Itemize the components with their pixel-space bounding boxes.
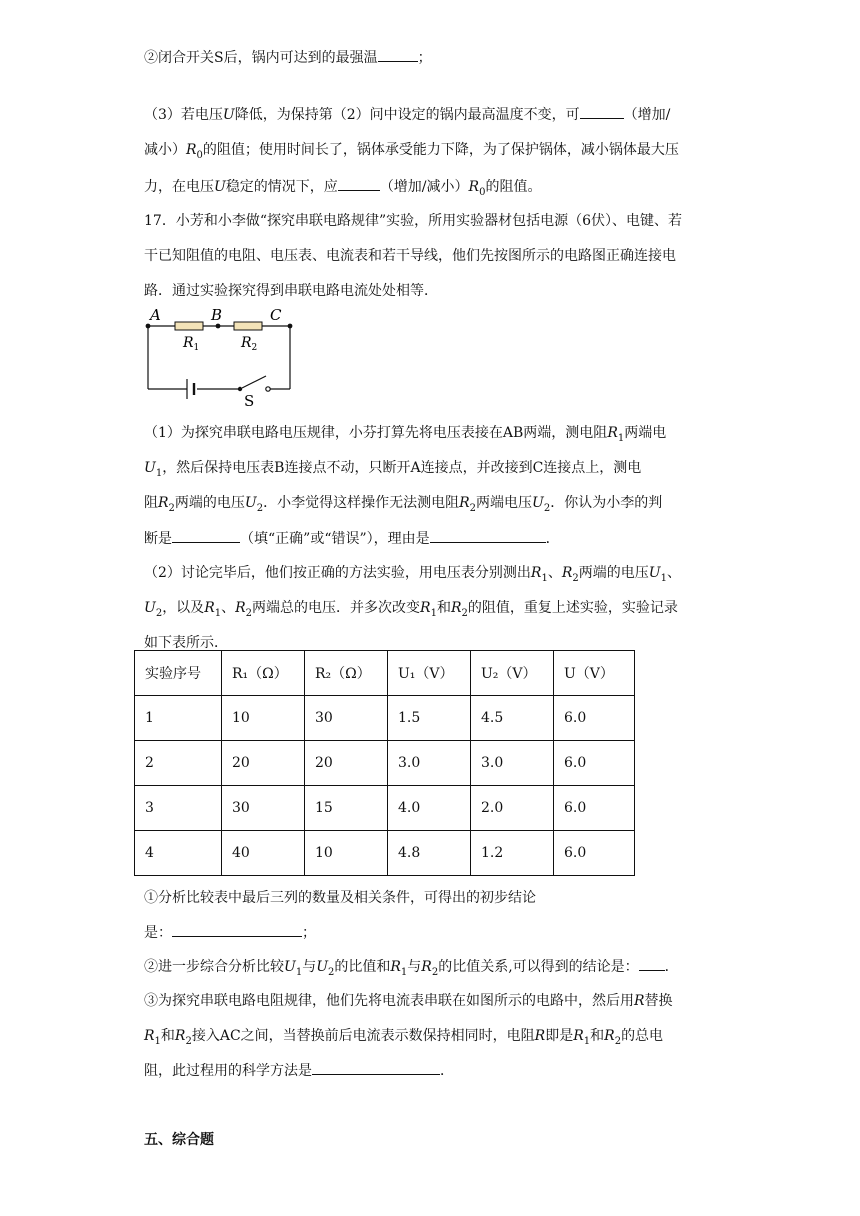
text: 两端的电压 — [174, 495, 245, 511]
text: 的总电 — [621, 1028, 664, 1044]
text: ．你认为小李的判 — [550, 495, 663, 511]
text: 两端电 — [624, 425, 667, 441]
question-17-intro — [144, 211, 682, 231]
subscript: 1 — [154, 1035, 161, 1047]
section-heading: 五、综合题 — [144, 1132, 214, 1148]
table-cell: 10 — [222, 696, 305, 741]
variable: U — [532, 495, 544, 511]
subscript: 2 — [614, 1035, 622, 1047]
subscript: 1 — [400, 966, 408, 978]
table-cell: 6.0 — [554, 696, 635, 741]
subscript: 2 — [543, 502, 551, 514]
subscript: 2 — [431, 966, 439, 978]
table-cell: 4 — [135, 831, 222, 876]
variable: R — [534, 1028, 546, 1044]
table-cell: 4.0 — [388, 786, 471, 831]
text: 稳定的情况下，应 — [225, 179, 338, 195]
text-line — [144, 563, 681, 589]
text: 与 — [407, 959, 422, 975]
text: （增加/ — [623, 107, 671, 123]
variable: R — [468, 179, 480, 195]
variable: R — [235, 600, 246, 616]
table-cell: 6.0 — [554, 786, 635, 831]
text-line — [144, 423, 666, 449]
table-cell: 15 — [305, 786, 388, 831]
text: 断是 — [144, 531, 172, 547]
variable: R — [604, 1028, 615, 1044]
text: ； — [417, 50, 432, 66]
text: 是： — [144, 925, 172, 941]
circuit-diagram — [140, 302, 300, 410]
variable: R — [459, 495, 470, 511]
text: 17．小芳和小李做“探究串联电路规律”实验，所用实验器材包括电源（6伏）、电键、若 — [144, 213, 683, 229]
subscript: 2 — [168, 502, 175, 514]
table-cell: 30 — [305, 696, 388, 741]
table-cell: 3 — [135, 786, 222, 831]
variable: R — [174, 1028, 186, 1044]
text-line — [144, 598, 678, 624]
variable: R — [450, 600, 462, 616]
text: 路．通过实验探究得到串联电路电流处处相等． — [144, 283, 438, 299]
text: 降低，为保持第（2）问中设定的锅内最高温度不变，可 — [234, 107, 580, 123]
variable: R — [390, 959, 401, 975]
table-cell: 30 — [222, 786, 305, 831]
switch-contact — [266, 387, 270, 391]
table-row — [135, 786, 635, 831]
table-header-cell: U₁（V） — [388, 651, 471, 696]
table-row — [135, 696, 635, 741]
table-cell: 6.0 — [554, 741, 635, 786]
switch-pivot — [238, 387, 242, 391]
text: 接入AC之间，当替换前后电流表示数保持相同时，电阻 — [191, 1028, 535, 1044]
text: 即是 — [545, 1028, 574, 1044]
table-cell: 2 — [135, 741, 222, 786]
table-cell: 3.0 — [471, 741, 554, 786]
answer-blank[interactable] — [639, 956, 665, 971]
table-cell: 4.5 — [471, 696, 554, 741]
text-line — [144, 1026, 663, 1052]
text: （增加/减小） — [379, 179, 469, 195]
subscript: 2 — [245, 607, 253, 619]
variable: R — [573, 1028, 584, 1044]
text: 的比值关系,可以得到的结论是： — [438, 959, 639, 975]
table-cell: 2.0 — [471, 786, 554, 831]
text: ． — [545, 531, 560, 547]
subscript: 2 — [155, 607, 163, 619]
r1-label: $R_1$ — [183, 335, 200, 353]
subscript: 2 — [328, 966, 335, 978]
text: 阻 — [144, 495, 158, 511]
subscript: 0 — [196, 149, 203, 161]
subscript: 1 — [295, 966, 303, 978]
variable: U — [244, 495, 257, 511]
table-cell: 1.5 — [388, 696, 471, 741]
table-header-cell: R₁（Ω） — [222, 651, 305, 696]
r2-label: $R_2$ — [241, 335, 258, 353]
text-line — [144, 956, 679, 983]
table-header-cell: R₂（Ω） — [305, 651, 388, 696]
variable: R — [144, 1028, 155, 1044]
text: ． — [440, 1063, 454, 1079]
answer-blank[interactable] — [580, 104, 624, 119]
switch-label: S — [244, 392, 255, 410]
text-line — [144, 246, 676, 266]
table-header-row — [135, 651, 635, 696]
variable: R — [186, 142, 197, 158]
table-cell: 3.0 — [388, 741, 471, 786]
text: 减小） — [144, 142, 186, 158]
table-cell: 10 — [305, 831, 388, 876]
subscript: 0 — [479, 186, 486, 198]
variable: U — [316, 959, 328, 975]
table-cell: 1.2 — [471, 831, 554, 876]
table-cell: 20 — [305, 741, 388, 786]
experiment-table — [134, 650, 635, 876]
resistor-r2 — [234, 322, 262, 330]
text: ． — [664, 959, 679, 975]
text: （填“正确”或“错误”），理由是 — [240, 531, 430, 547]
text: 干已知阻值的电阻、电压表、电流表和若干导线，他们先按图所示的电路图正确连接电 — [144, 248, 676, 264]
text: 和 — [590, 1028, 605, 1044]
subscript: 1 — [430, 607, 437, 619]
variable: U — [648, 565, 661, 581]
text-line — [144, 281, 438, 301]
variable: R — [634, 993, 645, 1009]
subscript: 2 — [185, 1035, 192, 1047]
text-line — [144, 888, 536, 908]
subscript: 1 — [214, 607, 222, 619]
answer-blank[interactable] — [172, 528, 240, 543]
table-row — [135, 831, 635, 876]
variable: R — [530, 565, 542, 581]
variable: U — [144, 460, 156, 476]
subscript: 1 — [583, 1035, 591, 1047]
text: 阻，此过程用的科学方法是 — [144, 1063, 312, 1079]
answer-blank[interactable] — [172, 922, 302, 937]
text: 两端总的电压．并多次改变 — [252, 600, 421, 616]
variable: R — [561, 565, 573, 581]
text: ②闭合开关S后，锅内可达到的最强温 — [144, 50, 378, 66]
table-cell: 1 — [135, 696, 222, 741]
table-cell: 20 — [222, 741, 305, 786]
table-header-cell: U₂（V） — [471, 651, 554, 696]
subscript: 2 — [461, 607, 468, 619]
text: （3）若电压 — [144, 107, 223, 123]
text-line — [144, 1060, 454, 1081]
text: 、 — [666, 565, 681, 581]
switch-lever — [242, 376, 266, 388]
variable: U — [222, 107, 235, 123]
table-cell: 6.0 — [554, 831, 635, 876]
text: 的阻值，重复上述实验，实验记录 — [467, 600, 678, 616]
variable: R — [607, 425, 618, 441]
subscript: 2 — [256, 502, 264, 514]
text-line — [144, 991, 673, 1011]
text: 力，在电压 — [144, 179, 214, 195]
text: ．小李觉得这样操作无法测电阻 — [263, 495, 460, 511]
text: 如下表所示． — [144, 635, 228, 651]
text: 、 — [547, 565, 562, 581]
table-header-cell: 实验序号 — [135, 651, 222, 696]
subscript: 2 — [469, 502, 477, 514]
answer-blank[interactable] — [378, 47, 418, 62]
text: 两端电压 — [476, 495, 533, 511]
node-b-label: B — [211, 306, 223, 324]
answer-blank[interactable] — [430, 528, 546, 543]
text-line — [144, 140, 679, 166]
text-line — [144, 458, 641, 484]
subscript: 1 — [155, 467, 163, 479]
text-line — [144, 176, 541, 203]
text: 、 — [221, 600, 236, 616]
variable: U — [284, 959, 296, 975]
variable: R — [421, 959, 432, 975]
text-line — [144, 922, 316, 943]
variable: R — [158, 495, 169, 511]
text-line — [144, 493, 662, 519]
text: ，然后保持电压表B连接点不动，只断开A连接点，并改接到C连接点上，测电 — [162, 460, 642, 476]
table-header-cell: U（V） — [554, 651, 635, 696]
text: ③为探究串联电路电阻规律，他们先将电流表串联在如图所示的电路中，然后用 — [144, 993, 634, 1009]
node-c-dot — [288, 324, 293, 329]
text: 的阻值。 — [485, 179, 542, 195]
text-line — [144, 47, 432, 68]
variable: U — [214, 179, 226, 195]
text-line — [144, 528, 560, 549]
text: 两端的电压 — [578, 565, 649, 581]
answer-blank[interactable] — [338, 176, 380, 191]
text: ； — [302, 925, 316, 941]
text: （1）为探究串联电路电压规律，小芬打算先将电压表接在AB两端，测电阻 — [144, 425, 608, 441]
text: 的阻值；使用时间长了，锅体承受能力下降，为了保护锅体，减小锅体最大压 — [202, 142, 679, 158]
table-row — [135, 741, 635, 786]
text: 的比值和 — [334, 959, 391, 975]
text: 和 — [160, 1028, 175, 1044]
resistor-r1 — [175, 322, 203, 330]
subscript: 1 — [617, 432, 625, 444]
variable: R — [420, 600, 431, 616]
text: ①分析比较表中最后三列的数量及相关条件，可得出的初步结论 — [144, 890, 536, 906]
variable: R — [204, 600, 215, 616]
text: 和 — [436, 600, 451, 616]
text: （2）讨论完毕后，他们按正确的方法实验，用电压表分别测出 — [144, 565, 531, 581]
subscript: 1 — [541, 572, 548, 584]
text: 与 — [302, 959, 317, 975]
node-c-label: C — [270, 306, 282, 324]
text: 替换 — [644, 993, 673, 1009]
subscript: 2 — [572, 572, 579, 584]
subscript: 1 — [660, 572, 667, 584]
text: ，以及 — [162, 600, 205, 616]
answer-blank[interactable] — [312, 1060, 440, 1075]
table-cell: 4.8 — [388, 831, 471, 876]
table-cell: 40 — [222, 831, 305, 876]
text: ②进一步综合分析比较 — [144, 959, 284, 975]
text-line — [144, 104, 670, 125]
node-b-dot — [216, 324, 221, 329]
node-a-dot — [146, 324, 151, 329]
node-a-label: A — [150, 306, 161, 324]
variable: U — [144, 600, 156, 616]
